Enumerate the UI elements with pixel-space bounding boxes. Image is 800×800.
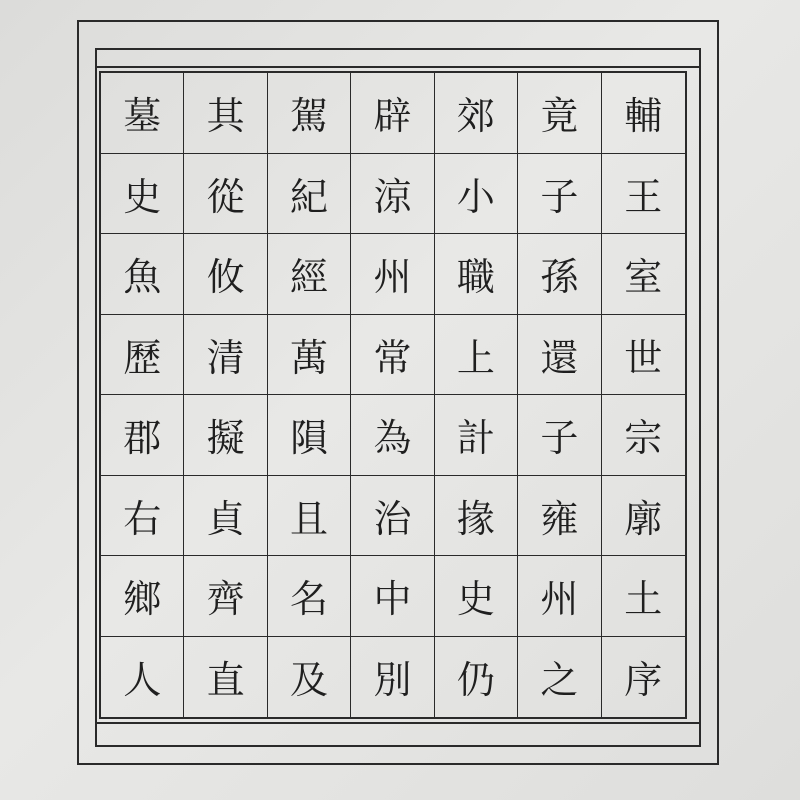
character-cell: 郊 (435, 73, 518, 154)
character-cell: 萬 (268, 315, 351, 396)
character-cell: 辟 (351, 73, 434, 154)
character-cell: 人 (101, 637, 184, 718)
character-cell: 宗 (602, 395, 685, 476)
character-cell: 孫 (518, 234, 601, 315)
character-cell: 還 (518, 315, 601, 396)
character-cell: 史 (435, 556, 518, 637)
character-cell: 鄉 (101, 556, 184, 637)
character-cell: 之 (518, 637, 601, 718)
character-cell: 掾 (435, 476, 518, 557)
character-cell: 清 (184, 315, 267, 396)
character-cell: 其 (184, 73, 267, 154)
character-cell: 王 (602, 154, 685, 235)
character-cell: 魚 (101, 234, 184, 315)
character-cell: 隕 (268, 395, 351, 476)
character-cell: 治 (351, 476, 434, 557)
character-cell: 土 (602, 556, 685, 637)
character-cell: 經 (268, 234, 351, 315)
character-cell: 郡 (101, 395, 184, 476)
character-cell: 竟 (518, 73, 601, 154)
character-cell: 雍 (518, 476, 601, 557)
character-cell: 紀 (268, 154, 351, 235)
character-cell: 室 (602, 234, 685, 315)
character-cell: 擬 (184, 395, 267, 476)
character-cell: 墓 (101, 73, 184, 154)
character-cell: 史 (101, 154, 184, 235)
character-cell: 子 (518, 395, 601, 476)
character-cell: 廓 (602, 476, 685, 557)
character-cell: 中 (351, 556, 434, 637)
character-cell: 小 (435, 154, 518, 235)
character-cell: 右 (101, 476, 184, 557)
character-cell: 駕 (268, 73, 351, 154)
character-cell: 攸 (184, 234, 267, 315)
character-cell: 及 (268, 637, 351, 718)
character-cell: 州 (518, 556, 601, 637)
character-cell: 輔 (602, 73, 685, 154)
character-cell: 直 (184, 637, 267, 718)
character-cell: 序 (624, 658, 663, 703)
character-cell: 為 (351, 395, 434, 476)
character-cell: 上 (435, 315, 518, 396)
character-cell: 常 (351, 315, 434, 396)
character-cell: 仍 (435, 637, 518, 718)
character-cell: 貞 (184, 476, 267, 557)
character-cell: 涼 (351, 154, 434, 235)
character-cell: 計 (435, 395, 518, 476)
character-cell: 齊 (184, 556, 267, 637)
character-cell: 職 (435, 234, 518, 315)
calligraphy-character-grid (99, 71, 687, 719)
character-cell: 子 (518, 154, 601, 235)
character-cell: 歷 (101, 315, 184, 396)
character-cell: 別 (351, 637, 434, 718)
character-cell: 且 (268, 476, 351, 557)
character-cell: 名 (268, 556, 351, 637)
character-cell: 世 (602, 315, 685, 396)
character-cell: 從 (184, 154, 267, 235)
bottom-margin-line (97, 722, 699, 724)
character-cell: 州 (351, 234, 434, 315)
